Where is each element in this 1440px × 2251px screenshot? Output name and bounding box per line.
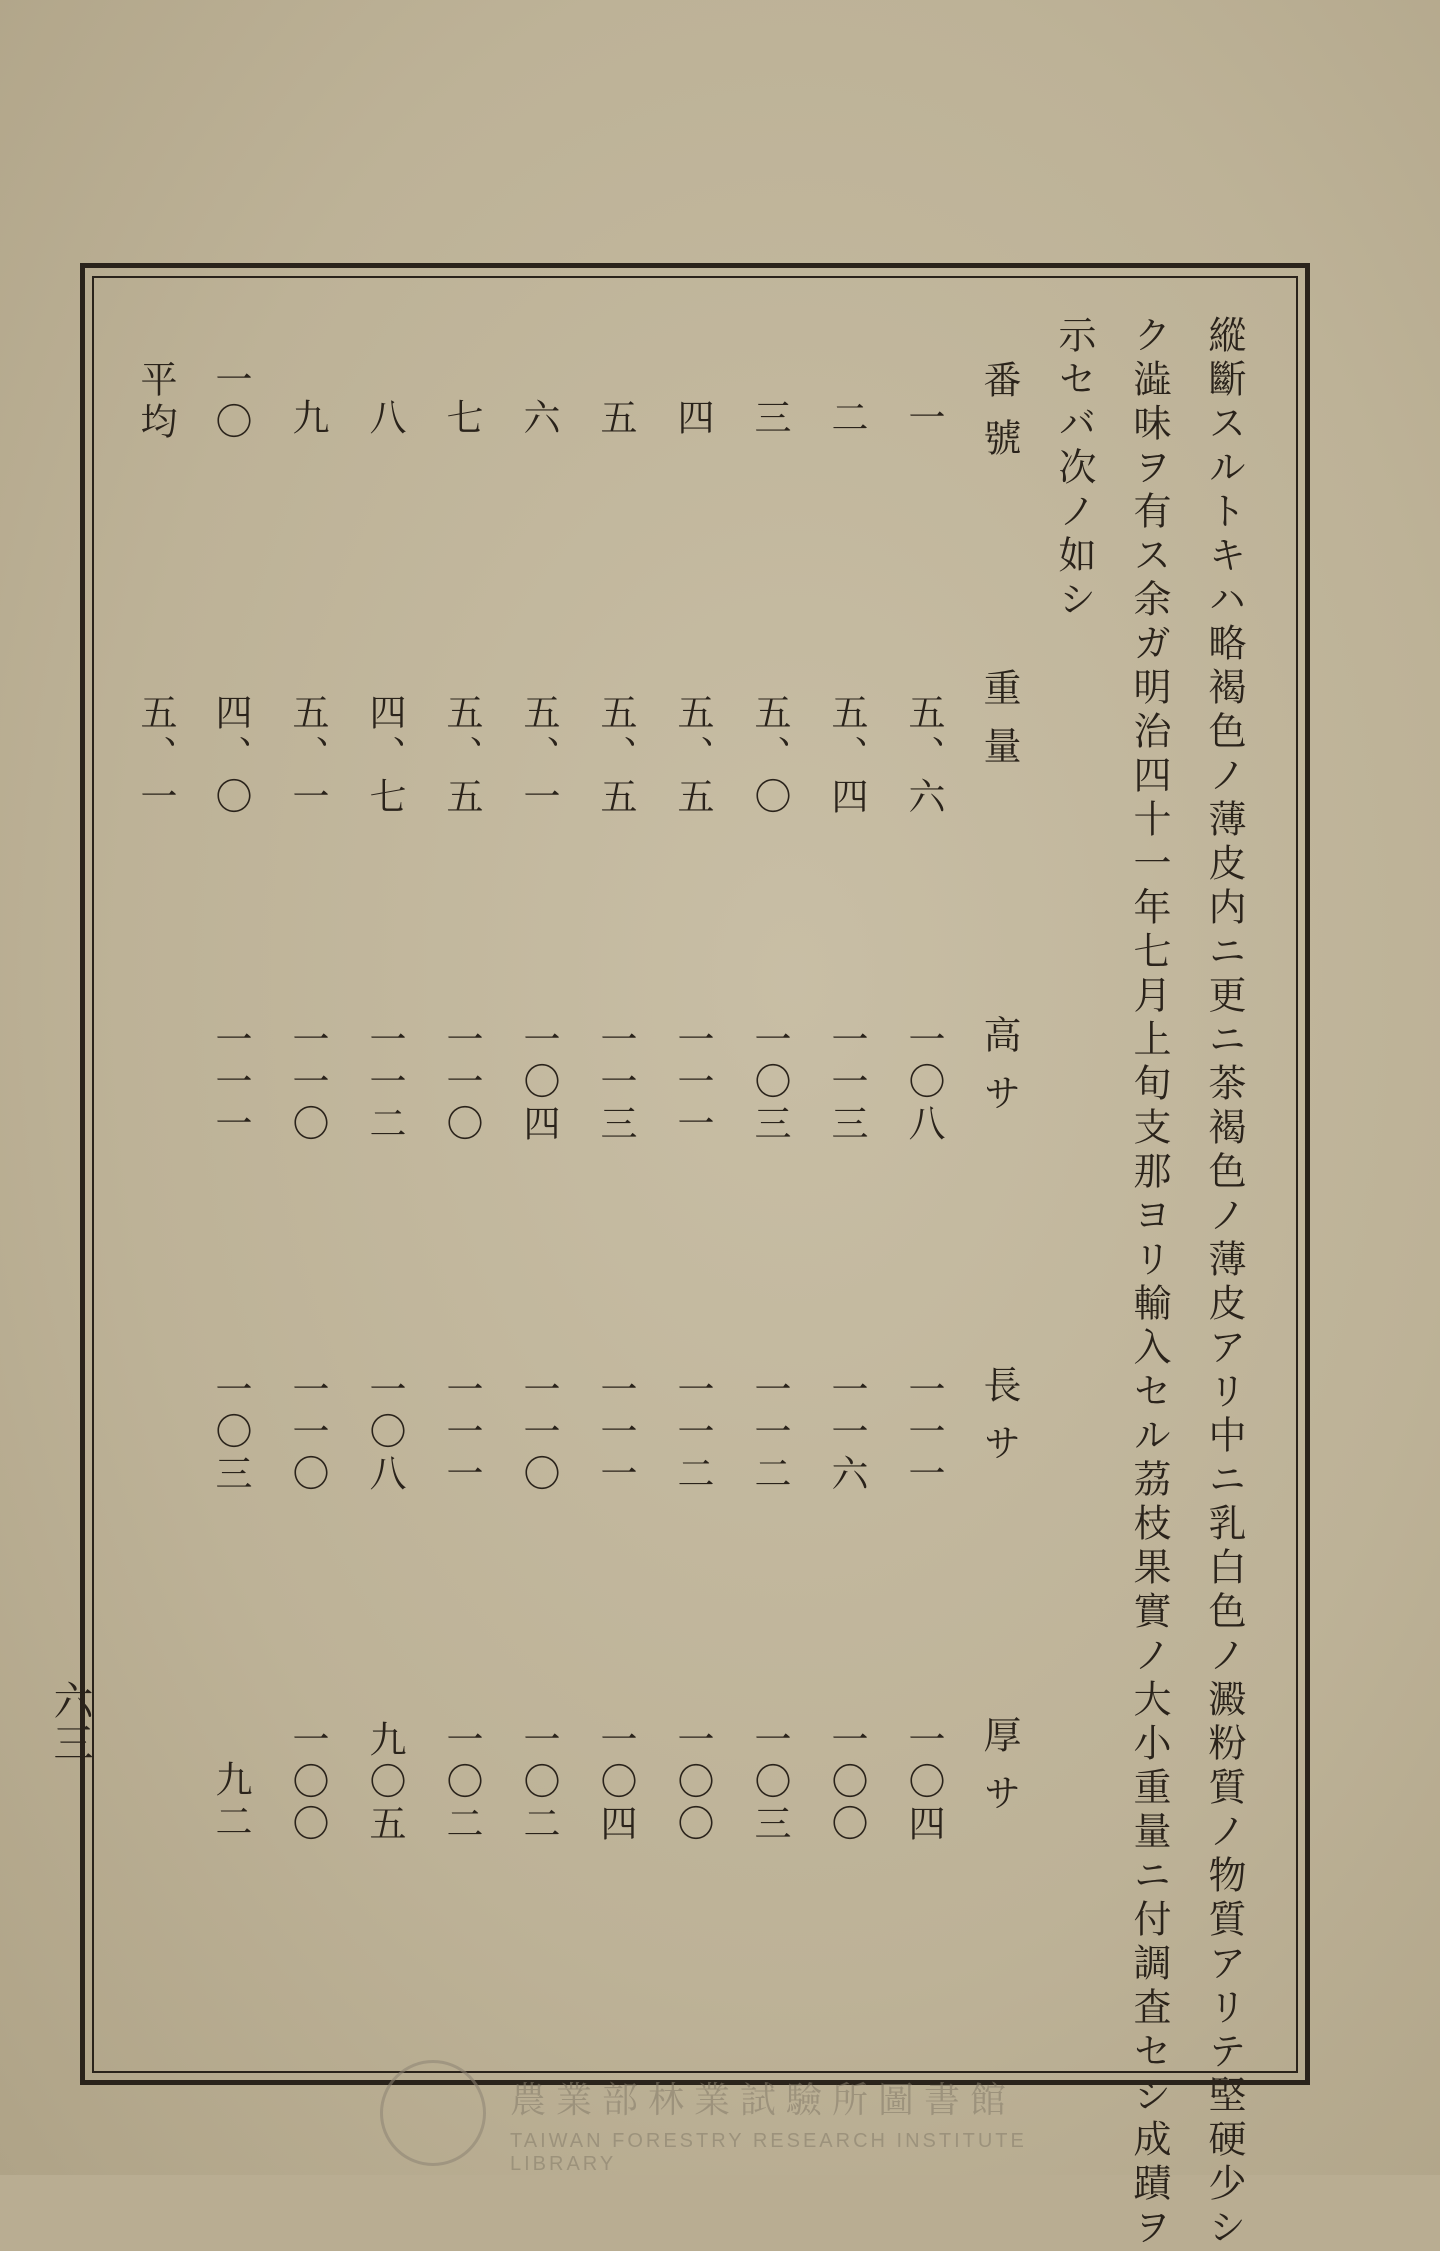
table-row-10-weight: 四、〇 [209,693,252,819]
table-row-2-length: 一一六 [825,1370,868,1496]
table-row-9-thickness: 一〇〇 [286,1720,329,1846]
table-row-7-number: 七 [440,398,483,440]
table-row-1-weight: 五、六 [902,693,945,819]
table-row-1-thickness: 一〇四 [902,1720,945,1846]
table-row-4-length: 一一二 [671,1370,714,1496]
table-row-9-weight: 五、一 [286,693,329,819]
table-row-4-weight: 五、五 [671,693,714,819]
library-seal-icon [380,2060,486,2166]
table-row-1-height: 一〇八 [902,1020,945,1146]
table-row-6-length: 一一〇 [517,1370,560,1496]
table-row-8-weight: 四、七 [363,693,406,819]
page-number: 六三 [47,1680,93,1764]
header-height: 高サ [977,1015,1021,1131]
table-row-3-height: 一〇三 [748,1020,791,1146]
table-row-9-number: 九 [286,398,329,440]
table-row-8-thickness: 九〇五 [363,1720,406,1846]
table-row-1-length: 一一一 [902,1370,945,1496]
header-thickness: 厚サ [977,1715,1021,1831]
average-weight: 五、一 [134,693,177,819]
table-row-2-weight: 五、四 [825,693,868,819]
table-row-6-weight: 五、一 [517,693,560,819]
table-row-9-length: 一一〇 [286,1370,329,1496]
table-row-10-length: 一〇三 [209,1370,252,1496]
header-weight: 重量 [977,668,1021,784]
table-row-10-number: 一〇 [209,360,252,444]
table-row-8-height: 一一二 [363,1020,406,1146]
table-row-6-number: 六 [517,398,560,440]
header-number: 番號 [977,360,1021,476]
table-row-1-number: 一 [902,398,945,440]
table-row-5-length: 一一一 [594,1370,637,1496]
table-row-10-height: 一一一 [209,1020,252,1146]
paragraph-line-3: 示セバ次ノ如シ [1052,315,1096,623]
table-row-3-weight: 五、〇 [748,693,791,819]
table-row-6-height: 一〇四 [517,1020,560,1146]
header-length: 長サ [977,1365,1021,1481]
table-row-2-height: 一一三 [825,1020,868,1146]
table-row-3-thickness: 一〇三 [748,1720,791,1846]
table-row-4-number: 四 [671,398,714,440]
table-row-3-length: 一一二 [748,1370,791,1496]
paragraph-line-1: 縱斷スルトキハ略褐色ノ薄皮内ニ更ニ茶褐色ノ薄皮アリ中ニ乳白色ノ澱粉質ノ物質アリテ堅硬少シ [1202,315,1246,2251]
table-row-8-length: 一〇八 [363,1370,406,1496]
table-row-7-thickness: 一〇二 [440,1720,483,1846]
library-watermark [380,2050,1080,2175]
table-row-6-thickness: 一〇二 [517,1720,560,1846]
table-row-5-height: 一一三 [594,1020,637,1146]
watermark-title: 農業部林業試驗所圖書館 [510,2080,1017,2121]
table-row-5-thickness: 一〇四 [594,1720,637,1846]
table-row-5-weight: 五、五 [594,693,637,819]
table-row-7-weight: 五、五 [440,693,483,819]
table-row-5-number: 五 [594,398,637,440]
table-row-4-thickness: 一〇〇 [671,1720,714,1846]
table-row-9-height: 一一〇 [286,1020,329,1146]
table-row-7-length: 一一一 [440,1370,483,1496]
watermark-subtitle: TAIWAN FORESTRY RESEARCH INSTITUTE LIBRARY [510,2130,1027,2175]
table-row-3-number: 三 [748,398,791,440]
table-row-2-number: 二 [825,398,868,440]
table-row-2-thickness: 一〇〇 [825,1720,868,1846]
paragraph-line-2: ク澁味ヲ有ス余ガ明治四十一年七月上旬支那ヨリ輸入セル茘枝果實ノ大小重量ニ付調査セシ成蹟ヲ [1127,315,1171,2251]
table-row-7-height: 一一〇 [440,1020,483,1146]
table-row-8-number: 八 [363,398,406,440]
table-row-4-height: 一一一 [671,1020,714,1146]
table-row-10-thickness: 九二 [209,1760,252,1844]
average-label: 平均 [134,360,177,444]
